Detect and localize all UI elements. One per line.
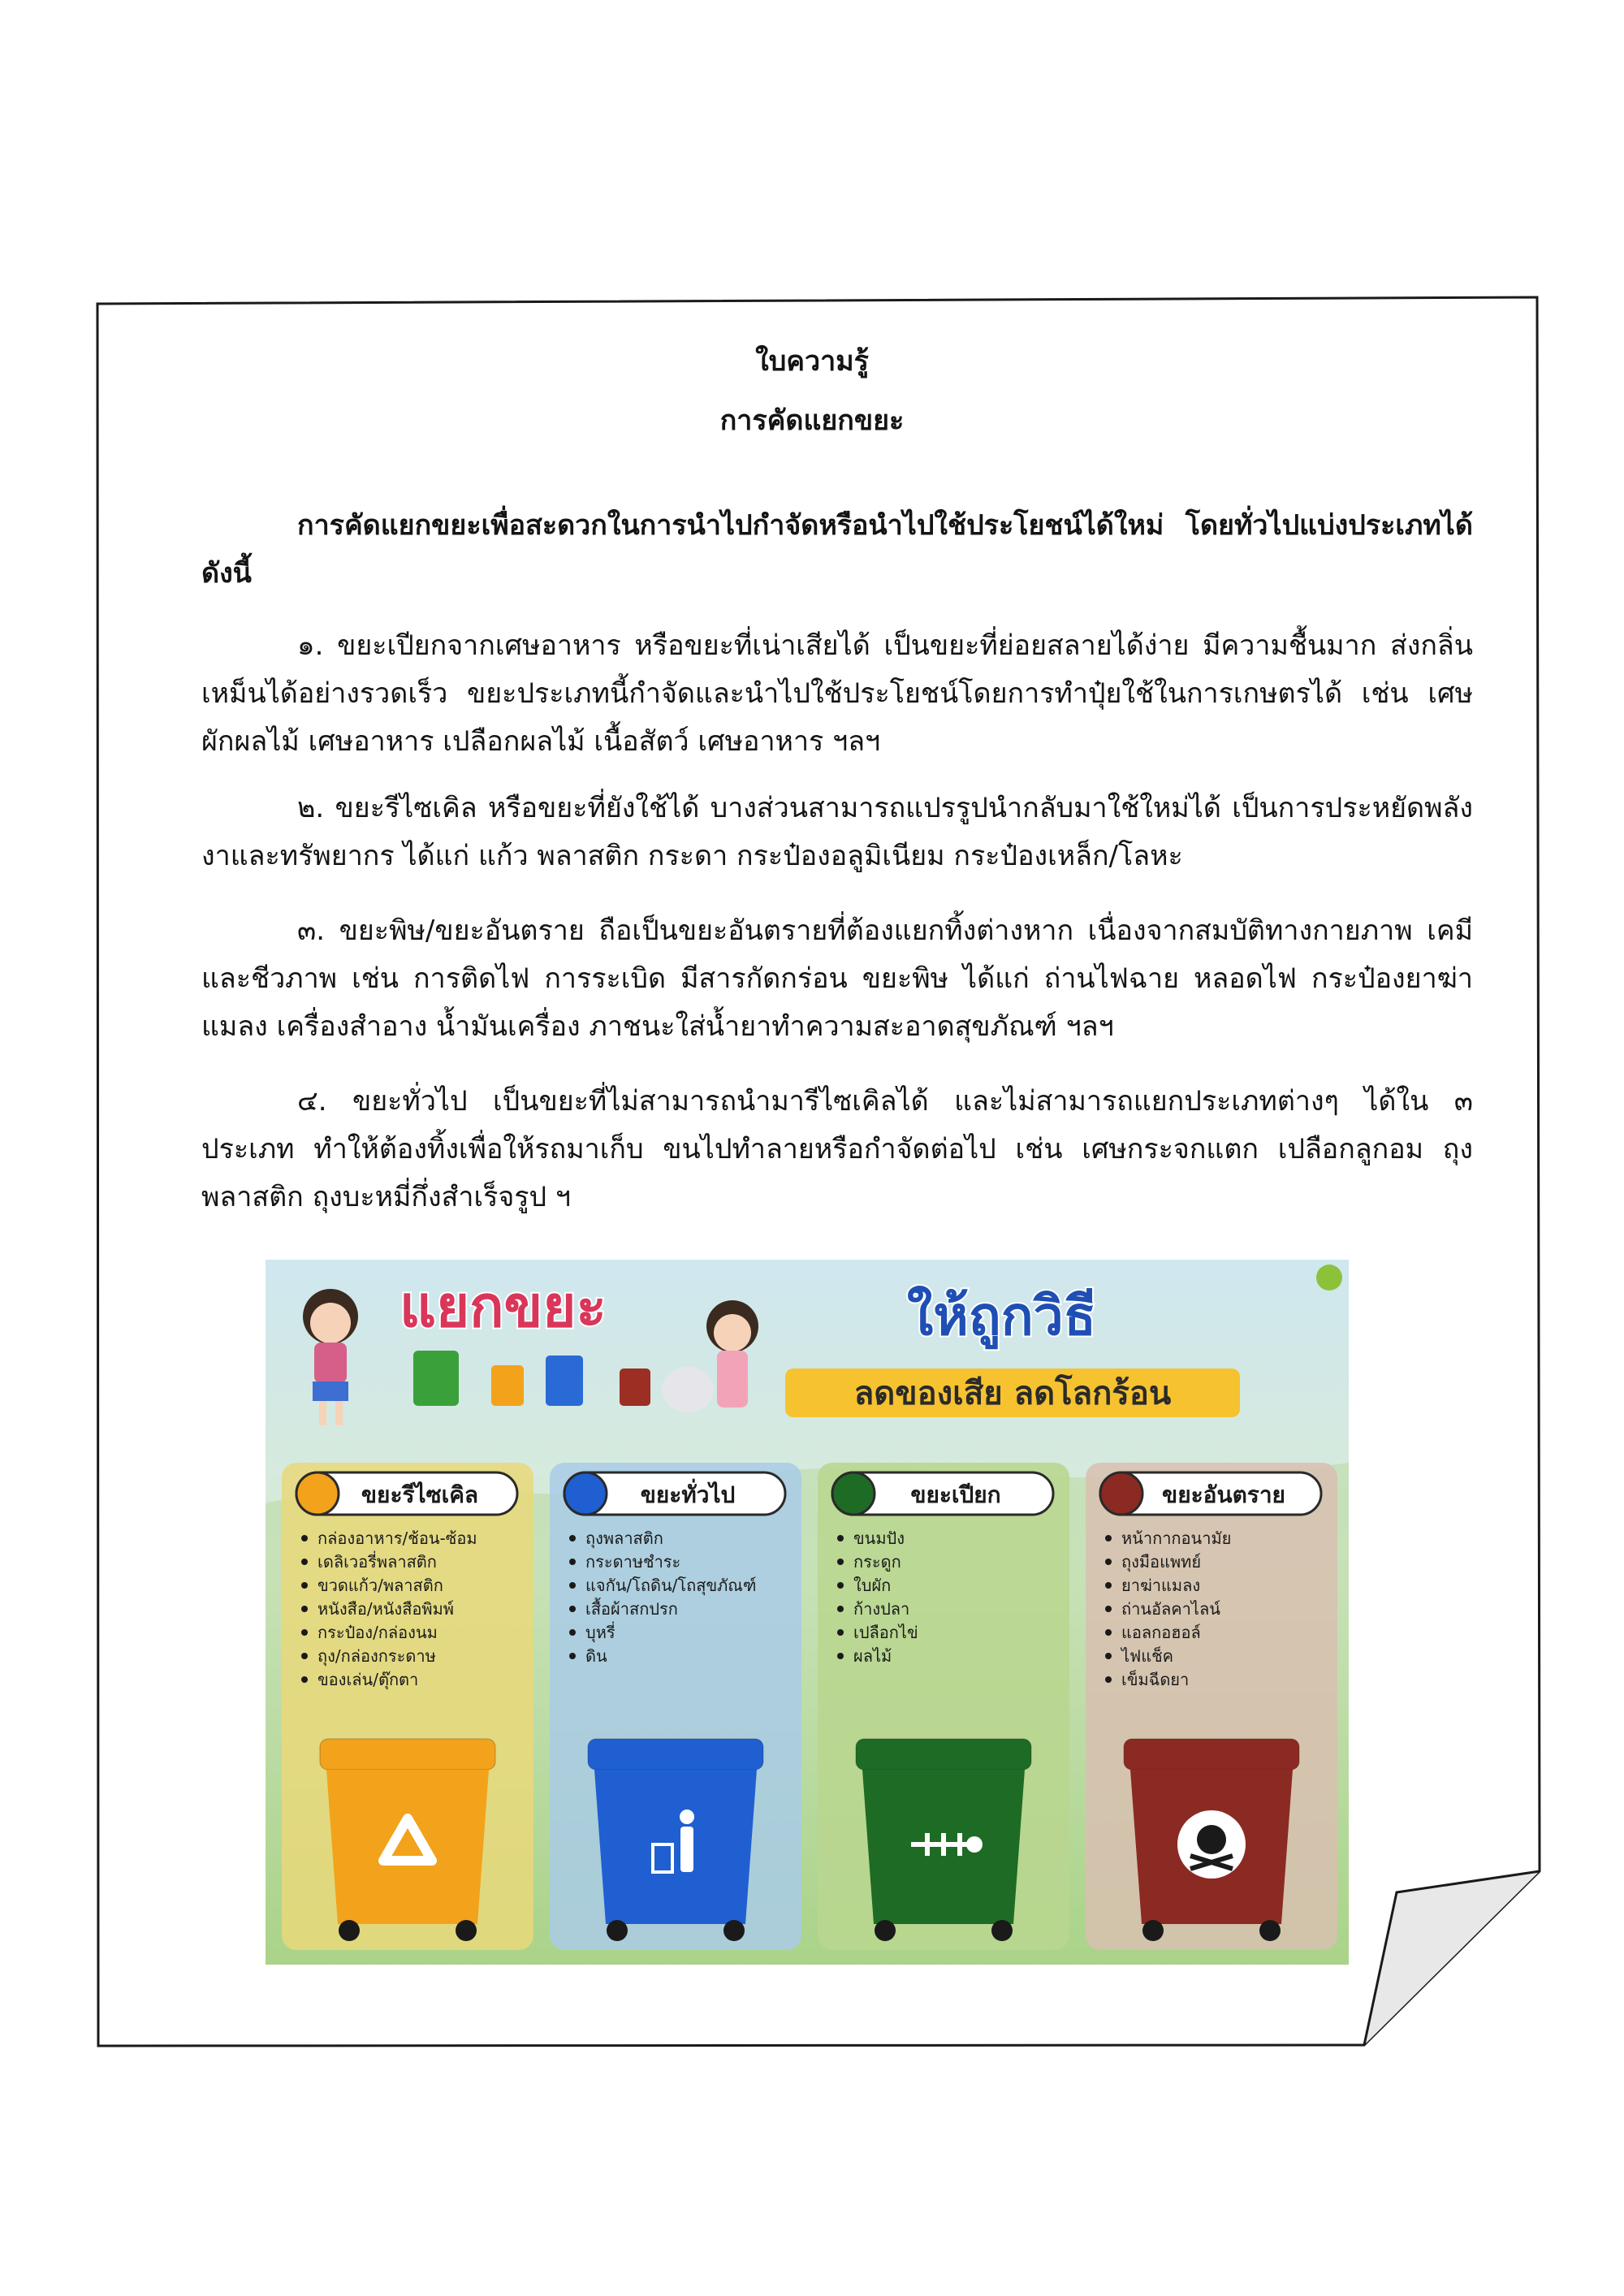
category-item: ขนมปัง	[853, 1529, 905, 1548]
category-item: ถ่านอัลคาไลน์	[1121, 1599, 1220, 1619]
category-column	[550, 1463, 801, 1950]
category-color-dot	[564, 1472, 607, 1515]
bullet-dot	[837, 1535, 844, 1541]
category-item: ขวดแก้ว/พลาสติก	[317, 1576, 443, 1595]
bin-wheel	[875, 1920, 896, 1941]
item-2-paragraph: ๒. ขยะรีไซเคิล หรือขยะที่ยังใช้ได้ บางส่วนสามารถแปรรูปนำกลับมาใช้ใหม่ได้ เป็นการประหยัดพลังงาและทรัพยากร ได้แก่ แก้ว พลาสติก กระดา กระป๋องอลูมิเนียม กระป๋องเหล็ก/โลหะ	[201, 792, 1473, 872]
item-4-paragraph: ๔. ขยะทั่วไป เป็นขยะที่ไม่สามารถนำมารีไซเคิลได้ และไม่สามารถแยกประเภทต่างๆ ได้ใน ๓ ประเภท ทำให้ต้องทิ้งเพื่อให้รถมาเก็บ ขนไปทำลายหรือกำจัดต่อไป เช่น เศษกระจกแตก เปลือกลูกอม ถุงพลาสติก ถุงบะหมี่กึ่งสำเร็จรูป ฯ	[201, 1085, 1473, 1213]
category-item: ยาฆ่าแมลง	[1121, 1576, 1201, 1595]
item-1-paragraph: ๑. ขยะเปียกจากเศษอาหาร หรือขยะที่เน่าเสียได้ เป็นขยะที่ย่อยสลายได้ง่าย มีความชื้นมาก ส่งกลิ่นเหม็นได้อย่างรวดเร็ว ขยะประเภทนี้กำจัดและนำไปใช้ประโยชน์โดยการทำปุ๋ยใช้ในการเกษตรได้ เช่น เศษผักผลไม้ เศษอาหาร เปลือกผลไม้ เนื้อสัตว์ เศษอาหาร ฯลฯ	[201, 629, 1473, 758]
bullet-dot	[837, 1629, 844, 1636]
bin-wheel	[607, 1920, 628, 1941]
bullet-dot	[301, 1629, 308, 1636]
category-item: แจกัน/โถดิน/โถสุขภัณฑ์	[585, 1576, 757, 1595]
category-name: ขยะอันตราย	[1162, 1481, 1285, 1508]
bullet-dot	[569, 1653, 576, 1659]
bin-wheel	[1142, 1920, 1164, 1941]
category-item: หน้ากากอนามัย	[1121, 1529, 1232, 1548]
category-item: เปลือกไข่	[853, 1623, 918, 1642]
category-item: ไฟแช็ค	[1121, 1646, 1174, 1666]
intro-paragraph: การคัดแยกขยะเพื่อสะดวกในการนำไปกำจัดหรือนำไปใช้ประโยชน์ได้ใหม่ โดยทั่วไปแบ่งประเภทได้ดังนี้	[201, 509, 1473, 590]
category-name: ขยะรีไซเคิล	[361, 1481, 479, 1508]
category-name: ขยะเปียก	[910, 1481, 1001, 1508]
bullet-dot	[301, 1582, 308, 1589]
category-item: ถุงพลาสติก	[585, 1529, 663, 1548]
category-item: ถุงมือแพทย์	[1121, 1552, 1202, 1572]
category-item: กระดาษชำระ	[585, 1552, 681, 1572]
category-item: ก้างปลา	[853, 1599, 910, 1619]
document-subtitle: การคัดแยกขยะ	[719, 404, 905, 437]
category-name: ขยะทั่วไป	[640, 1481, 736, 1508]
category-item: บุหรี่	[585, 1623, 615, 1642]
item-3-paragraph: ๓. ขยะพิษ/ขยะอันตราย ถือเป็นขยะอันตรายที่ต้องแยกทิ้งต่างหาก เนื่องจากสมบัติทางกายภาพ เคมีและชีวภาพ เช่น การติดไฟ การระเบิด มีสารกัดกร่อน ขยะพิษ ได้แก่ ถ่านไฟฉาย หลอดไฟ กระป๋องยาฆ่าแมลง เครื่องสำอาง น้ำมันเครื่อง ภาชนะใส่น้ำยาทำความสะอาดสุขภัณฑ์ ฯลฯ	[201, 915, 1473, 1043]
bullet-dot	[1105, 1653, 1112, 1659]
category-item: ของเล่น/ตุ๊กตา	[317, 1670, 419, 1689]
bullet-dot	[301, 1606, 308, 1612]
bullet-dot	[837, 1582, 844, 1589]
bullet-dot	[1105, 1629, 1112, 1636]
bullet-dot	[1105, 1559, 1112, 1565]
category-item: เดลิเวอรี่พลาสติก	[317, 1552, 437, 1572]
bullet-dot	[837, 1606, 844, 1612]
bullet-dot	[1105, 1582, 1112, 1589]
headline-left: แยกขยะ	[400, 1273, 607, 1340]
headline-right: ให้ถูกวิธี	[907, 1285, 1096, 1347]
category-column	[282, 1463, 533, 1950]
bullet-dot	[301, 1653, 308, 1659]
bullet-dot	[569, 1559, 576, 1565]
skull-icon	[1177, 1810, 1246, 1879]
bullet-dot	[301, 1676, 308, 1683]
bullet-dot	[837, 1653, 844, 1659]
bin-lid	[588, 1739, 763, 1770]
category-color-dot	[1100, 1472, 1142, 1515]
bin-lid	[320, 1739, 495, 1770]
logo-badge	[1316, 1265, 1342, 1291]
tagline: ลดของเสีย ลดโลกร้อน	[853, 1375, 1172, 1412]
category-item: เสื้อผ้าสกปรก	[585, 1599, 678, 1619]
bin-wheel	[1259, 1920, 1281, 1941]
bin-wheel	[339, 1920, 360, 1941]
category-item: ดิน	[585, 1646, 607, 1666]
category-item: ถุง/กล่องกระดาษ	[317, 1646, 436, 1666]
bin-lid	[1124, 1739, 1299, 1770]
bin-lid	[856, 1739, 1031, 1770]
bullet-dot	[569, 1606, 576, 1612]
bin-wheel	[723, 1920, 745, 1941]
category-column	[1086, 1463, 1337, 1950]
bullet-dot	[569, 1535, 576, 1541]
bin-body	[326, 1770, 489, 1924]
bin-wheel	[456, 1920, 477, 1941]
bullet-dot	[569, 1629, 576, 1636]
category-item: แอลกอฮอล์	[1121, 1623, 1201, 1642]
document-title: ใบความรู้	[755, 345, 869, 378]
bullet-dot	[1105, 1676, 1112, 1683]
category-item: ใบผัก	[853, 1576, 892, 1595]
category-item: กล่องอาหาร/ช้อน-ซ้อม	[317, 1529, 477, 1548]
bin-wheel	[991, 1920, 1013, 1941]
category-color-dot	[832, 1472, 875, 1515]
bullet-dot	[301, 1559, 308, 1565]
category-item: เข็มฉีดยา	[1121, 1670, 1190, 1689]
bullet-dot	[1105, 1535, 1112, 1541]
waste-sorting-poster	[266, 1260, 1349, 1965]
category-item: กระดูก	[853, 1552, 901, 1572]
category-item: กระป๋อง/กล่องนม	[317, 1623, 438, 1642]
bullet-dot	[837, 1559, 844, 1565]
category-column	[818, 1463, 1069, 1950]
category-color-dot	[296, 1472, 339, 1515]
bullet-dot	[1105, 1606, 1112, 1612]
bullet-dot	[569, 1582, 576, 1589]
category-item: ผลไม้	[853, 1646, 892, 1666]
bullet-dot	[301, 1535, 308, 1541]
category-item: หนังสือ/หนังสือพิมพ์	[317, 1599, 454, 1619]
bin-body	[594, 1770, 757, 1924]
